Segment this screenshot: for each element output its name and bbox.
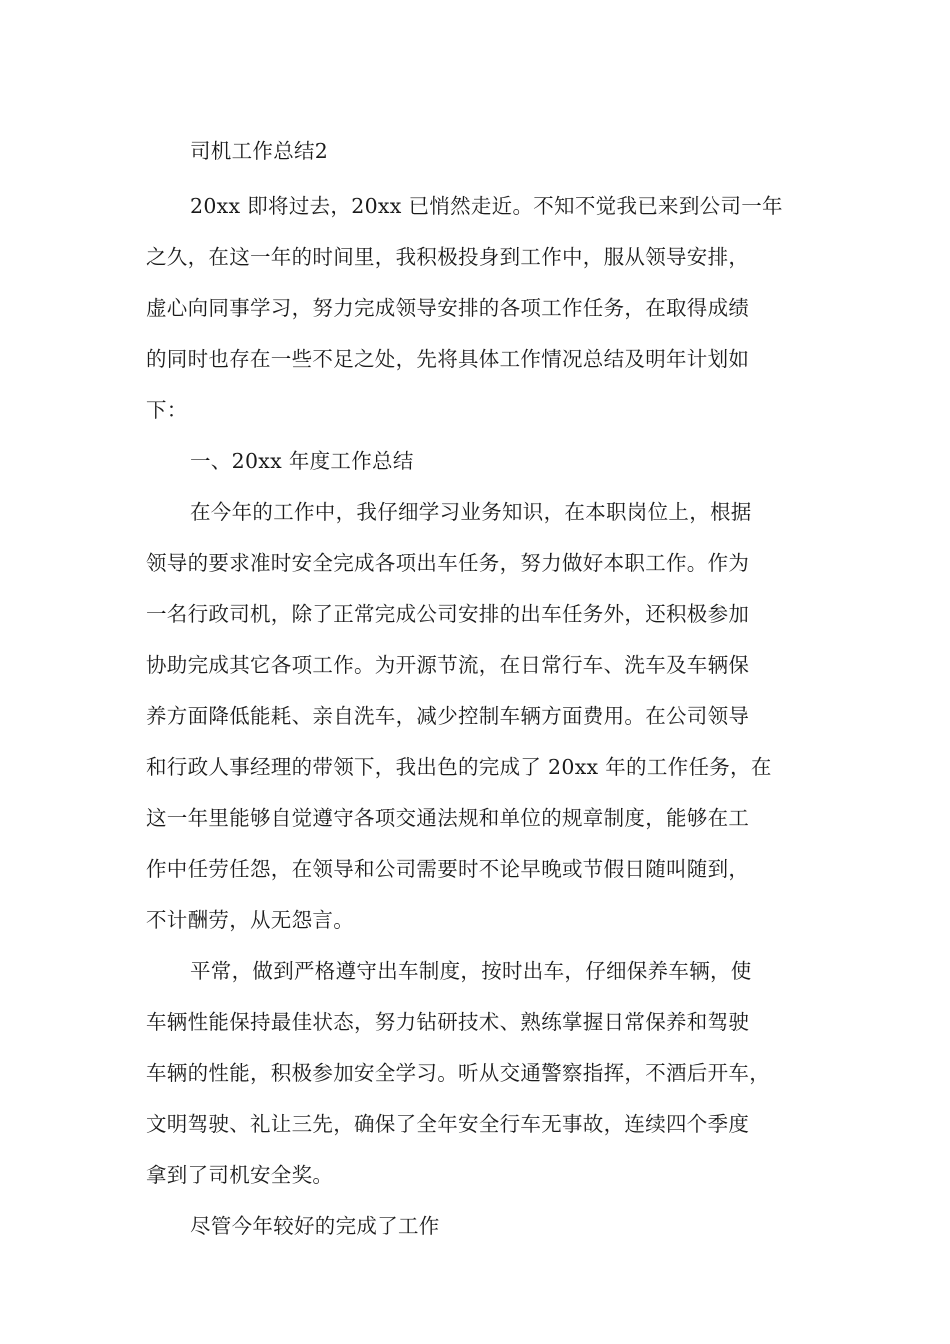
paragraph-line: 一名行政司机，除了正常完成公司安排的出车任务外，还积极参加 (146, 602, 750, 626)
paragraph-line: 的同时也存在一些不足之处，先将具体工作情况总结及明年计划如 (146, 347, 750, 371)
paragraph-line: 作中任劳任怨，在领导和公司需要时不论早晚或节假日随叫随到， (146, 857, 750, 881)
paragraph-line: 养方面降低能耗、亲自洗车，减少控制车辆方面费用。在公司领导 (146, 704, 750, 728)
paragraph-line: 这一年里能够自觉遵守各项交通法规和单位的规章制度，能够在工 (146, 806, 750, 830)
paragraph-line: 和行政人事经理的带领下，我出色的完成了 20xx 年的工作任务，在 (146, 755, 772, 779)
paragraph-line: 车辆的性能，积极参加安全学习。听从交通警察指挥，不酒后开车， (146, 1061, 770, 1085)
paragraph-routine (146, 948, 808, 1198)
paragraph-closing (146, 1203, 808, 1249)
paragraph-line: 领导的要求准时安全完成各项出车任务，努力做好本职工作。作为 (146, 551, 750, 575)
document-body (146, 128, 808, 1249)
paragraph-line: 虚心向同事学习，努力完成领导安排的各项工作任务，在取得成绩 (146, 296, 750, 320)
paragraph-line: 不计酬劳，从无怨言。 (146, 908, 354, 932)
paragraph-line: 平常，做到严格遵守出车制度，按时出车，仔细保养车辆，使 (190, 959, 752, 983)
paragraph-line: 拿到了司机安全奖。 (146, 1163, 334, 1187)
paragraph-intro (146, 183, 808, 433)
paragraph-line: 20xx 即将过去，20xx 已悄然走近。不知不觉我已来到公司一年 (190, 194, 783, 218)
paragraph-line: 尽管今年较好的完成了工作 (190, 1214, 440, 1238)
section-heading-text: 一、20xx 年度工作总结 (190, 449, 414, 473)
paragraph-line: 在今年的工作中，我仔细学习业务知识，在本职岗位上，根据 (190, 500, 752, 524)
paragraph-summary (146, 489, 808, 943)
paragraph-line: 下： (146, 398, 188, 422)
section-heading (146, 438, 808, 484)
paragraph-line: 文明驾驶、礼让三先，确保了全年安全行车无事故，连续四个季度 (146, 1112, 750, 1136)
paragraph-line: 之久，在这一年的时间里，我积极投身到工作中，服从领导安排， (146, 245, 750, 269)
document-title: 司机工作总结2 (190, 139, 329, 163)
paragraph-line: 车辆性能保持最佳状态，努力钻研技术、熟练掌握日常保养和驾驶 (146, 1010, 750, 1034)
paragraph-line: 协助完成其它各项工作。为开源节流，在日常行车、洗车及车辆保 (146, 653, 750, 677)
